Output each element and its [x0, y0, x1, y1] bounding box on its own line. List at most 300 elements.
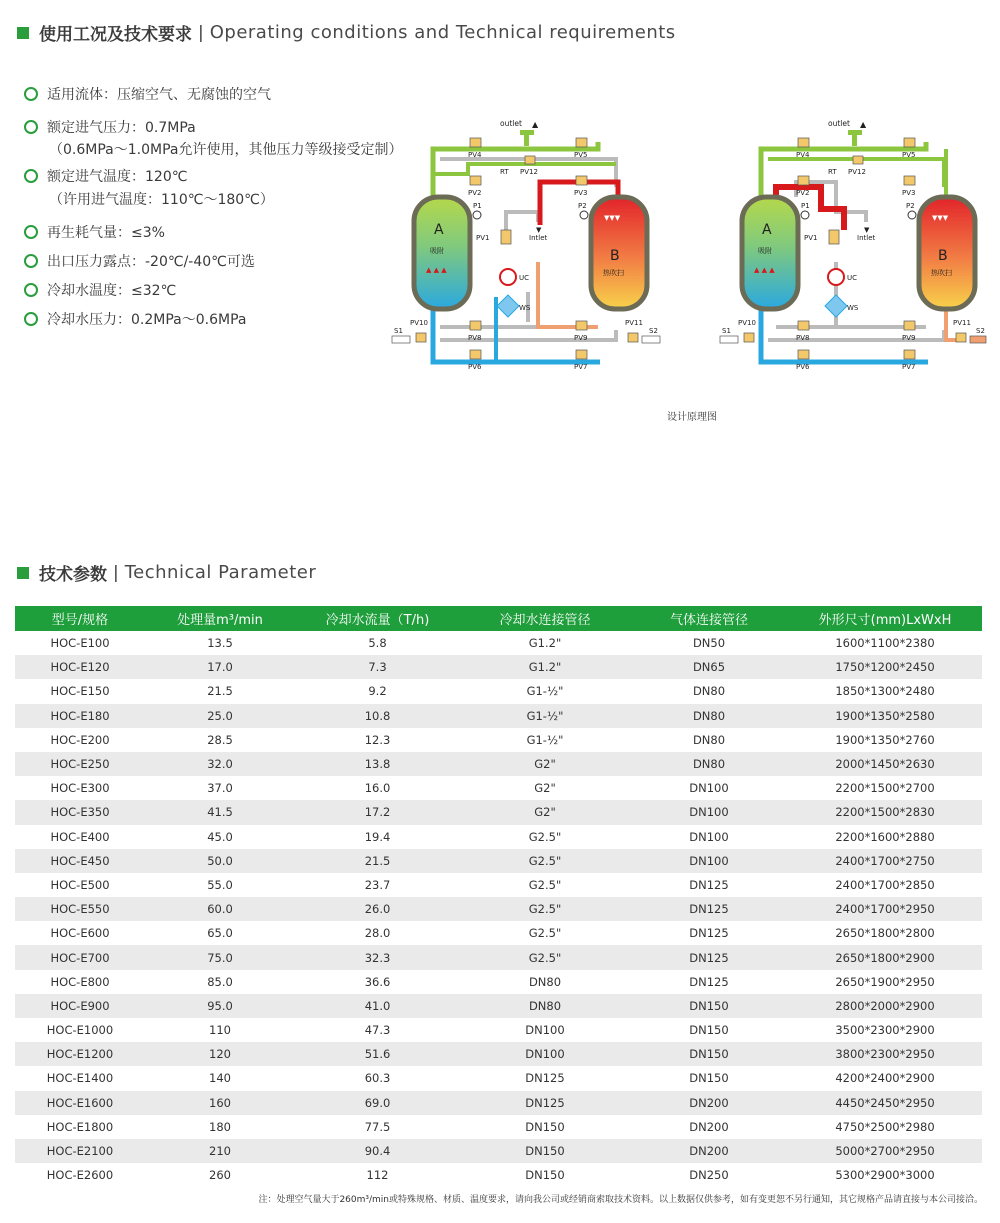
table-cell: 75.0: [145, 945, 295, 969]
table-cell: HOC-E500: [15, 873, 145, 897]
table-cell: DN250: [630, 1163, 788, 1187]
valve-pv7: [904, 350, 915, 359]
column-header: 处理量m³/min: [145, 606, 295, 631]
table-cell: DN200: [630, 1115, 788, 1139]
table-cell: 21.5: [295, 849, 460, 873]
valve-pv3: [576, 176, 587, 185]
table-cell: G2.5": [460, 873, 630, 897]
table-cell: 13.8: [295, 752, 460, 776]
table-cell: 5000*2700*2950: [788, 1139, 982, 1163]
table-cell: DN125: [630, 873, 788, 897]
table-cell: 140: [145, 1066, 295, 1090]
table-cell: DN125: [630, 897, 788, 921]
arrow-down-icon: ▼: [536, 226, 542, 234]
table-cell: DN150: [460, 1163, 630, 1187]
table-cell: 17.2: [295, 800, 460, 824]
table-cell: HOC-E1600: [15, 1091, 145, 1115]
table-row: [15, 1091, 982, 1115]
circle-bullet-icon: [24, 87, 38, 101]
valve-pv6: [470, 350, 481, 359]
pv8-label: PV8: [796, 334, 810, 342]
valve-pv4: [798, 138, 809, 147]
section-technical-parameter-heading: [17, 560, 316, 585]
table-cell: 85.0: [145, 970, 295, 994]
column-header: 型号/规格: [15, 606, 145, 631]
condition-subtext: （许用进气温度：110℃～180℃）: [49, 192, 274, 208]
valve-pv3: [904, 176, 915, 185]
s2-label: S2: [976, 327, 985, 335]
table-cell: HOC-E250: [15, 752, 145, 776]
table-cell: HOC-E1000: [15, 1018, 145, 1042]
table-row: [15, 994, 982, 1018]
table-row: [15, 655, 982, 679]
table-cell: G2.5": [460, 897, 630, 921]
table-cell: 4200*2400*2900: [788, 1066, 982, 1090]
table-row: [15, 752, 982, 776]
table-cell: 51.6: [295, 1042, 460, 1066]
pv3-label: PV3: [902, 189, 916, 197]
table-cell: 180: [145, 1115, 295, 1139]
arrow-down-icon: ▼▼▼: [604, 214, 621, 222]
table-cell: 1900*1350*2760: [788, 728, 982, 752]
section-operating-conditions-heading: [17, 20, 676, 45]
heading-cn: 使用工况及技术要求: [39, 25, 192, 45]
pv11-label: PV11: [953, 319, 971, 327]
table-cell: G1.2": [460, 655, 630, 679]
table-cell: DN100: [460, 1042, 630, 1066]
pv6-label: PV6: [796, 363, 810, 371]
table-cell: 210: [145, 1139, 295, 1163]
table-cell: DN65: [630, 655, 788, 679]
valve-pv4: [470, 138, 481, 147]
table-cell: 2400*1700*2950: [788, 897, 982, 921]
table-cell: DN150: [630, 1018, 788, 1042]
table-cell: 260: [145, 1163, 295, 1187]
table-row: [15, 800, 982, 824]
table-cell: DN100: [460, 1018, 630, 1042]
p2-label: P2: [906, 202, 915, 210]
table-cell: 50.0: [145, 849, 295, 873]
table-cell: DN100: [630, 825, 788, 849]
arrow-up-icon: ▲ ▲ ▲: [426, 266, 447, 274]
diagram-left: [392, 119, 660, 371]
tower-a-label: 吸附: [430, 247, 444, 255]
table-cell: 2200*1600*2880: [788, 825, 982, 849]
table-cell: DN125: [630, 945, 788, 969]
table-cell: 60.3: [295, 1066, 460, 1090]
table-row: [15, 1163, 982, 1187]
table-cell: 2000*1450*2630: [788, 752, 982, 776]
table-cell: HOC-E120: [15, 655, 145, 679]
table-cell: DN100: [630, 800, 788, 824]
table-cell: 3500*2300*2900: [788, 1018, 982, 1042]
valve-pv1: [829, 230, 839, 244]
cooler-uc-icon: [500, 269, 516, 285]
table-cell: G2.5": [460, 945, 630, 969]
condition-text: 冷却水温度：≤32℃: [47, 283, 177, 299]
table-cell: DN100: [630, 776, 788, 800]
table-row: [15, 921, 982, 945]
condition-item: [24, 280, 176, 300]
condition-item: [24, 117, 196, 137]
table-cell: DN50: [630, 631, 788, 655]
table-row: [15, 849, 982, 873]
table-cell: 69.0: [295, 1091, 460, 1115]
table-row: [15, 679, 982, 703]
s1-label: S1: [722, 327, 731, 335]
table-cell: 9.2: [295, 679, 460, 703]
valve-pv2: [470, 176, 481, 185]
heading-en: Technical Parameter: [124, 562, 317, 583]
inlet-label: Intlet: [529, 234, 548, 242]
table-cell: DN150: [460, 1115, 630, 1139]
table-cell: HOC-E450: [15, 849, 145, 873]
table-cell: 2650*1800*2900: [788, 945, 982, 969]
table-cell: 16.0: [295, 776, 460, 800]
valve-pv6: [798, 350, 809, 359]
table-cell: HOC-E800: [15, 970, 145, 994]
heading-cn: 技术参数: [39, 565, 107, 585]
uc-label: UC: [847, 274, 858, 282]
silencer-s2-icon: [642, 336, 660, 343]
table-cell: G2": [460, 776, 630, 800]
heading-en: Operating conditions and Technical requirements: [209, 22, 676, 43]
pv7-label: PV7: [574, 363, 588, 371]
table-cell: DN125: [460, 1066, 630, 1090]
condition-text: 额定进气温度：120℃: [47, 169, 188, 185]
pv12-label: PV12: [848, 168, 866, 176]
table-cell: 2650*1800*2800: [788, 921, 982, 945]
table-cell: DN150: [460, 1139, 630, 1163]
arrow-down-icon: ▼: [864, 226, 870, 234]
circle-bullet-icon: [24, 169, 38, 183]
table-cell: G2": [460, 752, 630, 776]
table-cell: 12.3: [295, 728, 460, 752]
p1-label: P1: [473, 202, 482, 210]
pv10-label: PV10: [410, 319, 428, 327]
pv10-label: PV10: [738, 319, 756, 327]
table-cell: HOC-E400: [15, 825, 145, 849]
table-cell: 37.0: [145, 776, 295, 800]
table-cell: 25.0: [145, 704, 295, 728]
dryer-process-diagram: [388, 112, 993, 377]
table-cell: 2400*1700*2850: [788, 873, 982, 897]
table-body: [15, 631, 982, 1187]
valve-pv10: [416, 333, 426, 342]
condition-text: 额定进气压力：0.7MPa: [47, 120, 196, 136]
table-cell: 28.0: [295, 921, 460, 945]
table-cell: 1750*1200*2450: [788, 655, 982, 679]
table-cell: 26.0: [295, 897, 460, 921]
table-row: [15, 825, 982, 849]
rt-label: RT: [828, 168, 837, 176]
table-cell: HOC-E300: [15, 776, 145, 800]
table-cell: 95.0: [145, 994, 295, 1018]
table-cell: DN125: [630, 921, 788, 945]
table-cell: HOC-E1800: [15, 1115, 145, 1139]
table-cell: G1.2": [460, 631, 630, 655]
table-cell: HOC-E200: [15, 728, 145, 752]
table-cell: DN150: [630, 1066, 788, 1090]
table-cell: G2.5": [460, 921, 630, 945]
table-row: [15, 873, 982, 897]
circle-bullet-icon: [24, 283, 38, 297]
valve-pv11: [956, 333, 966, 342]
table-cell: DN80: [630, 728, 788, 752]
table-cell: 4750*2500*2980: [788, 1115, 982, 1139]
condition-item: [24, 222, 165, 242]
circle-bullet-icon: [24, 120, 38, 134]
table-cell: 120: [145, 1042, 295, 1066]
arrow-up-icon: ▲: [860, 120, 867, 129]
table-cell: 55.0: [145, 873, 295, 897]
tower-b-label: 热吹扫: [603, 269, 624, 277]
silencer-s1-icon: [392, 336, 410, 343]
table-row: [15, 1139, 982, 1163]
pv4-label: PV4: [796, 151, 810, 159]
table-cell: G1-½": [460, 704, 630, 728]
table-cell: 32.3: [295, 945, 460, 969]
tower-b-label: 热吹扫: [931, 269, 952, 277]
table-cell: 47.3: [295, 1018, 460, 1042]
table-header-row: [15, 606, 982, 631]
column-header: 气体连接管径: [630, 606, 788, 631]
table-row: [15, 728, 982, 752]
ws-label: WS: [847, 304, 859, 312]
table-cell: 41.5: [145, 800, 295, 824]
valve-pv9: [576, 321, 587, 330]
valve-pv12: [853, 156, 863, 164]
table-cell: HOC-E2600: [15, 1163, 145, 1187]
outlet-label: outlet: [828, 119, 850, 128]
table-row: [15, 897, 982, 921]
s2-label: S2: [649, 327, 658, 335]
condition-item: [24, 84, 271, 104]
diagram-right: [720, 119, 986, 371]
table-cell: 2650*1900*2950: [788, 970, 982, 994]
water-separator-icon: [497, 295, 519, 317]
table-cell: HOC-E100: [15, 631, 145, 655]
table-row: [15, 1115, 982, 1139]
condition-text: 出口压力露点：-20℃/-40℃可选: [47, 254, 255, 270]
pv9-label: PV9: [574, 334, 588, 342]
table-cell: G2.5": [460, 825, 630, 849]
table-cell: DN80: [630, 752, 788, 776]
table-cell: 2200*1500*2700: [788, 776, 982, 800]
table-cell: G1-½": [460, 728, 630, 752]
table-cell: 65.0: [145, 921, 295, 945]
p1-label: P1: [801, 202, 810, 210]
condition-text: 再生耗气量：≤3%: [47, 225, 165, 241]
table-cell: DN150: [630, 1042, 788, 1066]
tower-a-letter: A: [762, 222, 772, 238]
pv8-label: PV8: [468, 334, 482, 342]
green-square-icon: [17, 27, 29, 39]
technical-parameter-table: [15, 606, 982, 1187]
pv6-label: PV6: [468, 363, 482, 371]
valve-pv8: [470, 321, 481, 330]
pressure-gauge-icon: [473, 211, 481, 219]
table-cell: 160: [145, 1091, 295, 1115]
inlet-label: Intlet: [857, 234, 876, 242]
table-cell: 110: [145, 1018, 295, 1042]
table-cell: DN80: [630, 679, 788, 703]
pv12-label: PV12: [520, 168, 538, 176]
table-cell: DN80: [460, 970, 630, 994]
condition-subtext: （0.6MPa～1.0MPa允许使用，其他压力等级接受定制）: [49, 142, 403, 158]
condition-text: 冷却水压力：0.2MPa～0.6MPa: [47, 312, 247, 328]
valve-pv9: [904, 321, 915, 330]
column-header: 外形尺寸(mm)LxWxH: [788, 606, 982, 631]
pv7-label: PV7: [902, 363, 916, 371]
table-cell: 41.0: [295, 994, 460, 1018]
table-cell: 13.5: [145, 631, 295, 655]
pv11-label: PV11: [625, 319, 643, 327]
table-cell: 2200*1500*2830: [788, 800, 982, 824]
table-cell: G2": [460, 800, 630, 824]
pressure-gauge-icon: [801, 211, 809, 219]
pv2-label: PV2: [468, 189, 482, 197]
table-cell: HOC-E1400: [15, 1066, 145, 1090]
table-cell: DN80: [630, 704, 788, 728]
table-cell: HOC-E550: [15, 897, 145, 921]
table-row: [15, 1018, 982, 1042]
table-cell: 1850*1300*2480: [788, 679, 982, 703]
valve-pv8: [798, 321, 809, 330]
table-cell: 3800*2300*2950: [788, 1042, 982, 1066]
table-footnote: 注：处理空气量大于260m³/min或特殊规格、材质、温度要求，请向我公司或经销商索取技术资料。以上数据仅供参考，如有变更恕不另行通知，其它规格产品请直接与本公司接洽。: [258, 1195, 983, 1205]
uc-label: UC: [519, 274, 530, 282]
silencer-s2-icon: [970, 336, 986, 343]
condition-item: [24, 309, 246, 329]
pv5-label: PV5: [574, 151, 588, 159]
table-cell: 60.0: [145, 897, 295, 921]
table-cell: 1600*1100*2380: [788, 631, 982, 655]
pv1-label: PV1: [804, 234, 818, 242]
s1-label: S1: [394, 327, 403, 335]
valve-pv1: [501, 230, 511, 244]
table-row: [15, 945, 982, 969]
tower-b-letter: B: [610, 248, 620, 264]
heading-separator: |: [198, 22, 204, 43]
silencer-s1-icon: [720, 336, 738, 343]
table-cell: 17.0: [145, 655, 295, 679]
pv5-label: PV5: [902, 151, 916, 159]
table-row: [15, 704, 982, 728]
pv4-label: PV4: [468, 151, 482, 159]
pv2-label: PV2: [796, 189, 810, 197]
table-cell: DN200: [630, 1091, 788, 1115]
cooler-uc-icon: [828, 269, 844, 285]
arrow-up-icon: ▲ ▲ ▲: [754, 266, 775, 274]
column-header: 冷却水流量（T/h): [295, 606, 460, 631]
arrow-up-icon: ▲: [532, 120, 539, 129]
water-separator-icon: [825, 295, 847, 317]
table-cell: DN150: [630, 994, 788, 1018]
table-cell: DN80: [460, 994, 630, 1018]
table-cell: 90.4: [295, 1139, 460, 1163]
table-cell: HOC-E150: [15, 679, 145, 703]
tower-a-label: 吸附: [758, 247, 772, 255]
valve-pv5: [904, 138, 915, 147]
table-cell: HOC-E900: [15, 994, 145, 1018]
condition-item: [24, 166, 187, 186]
valve-pv5: [576, 138, 587, 147]
table-row: [15, 1042, 982, 1066]
table-cell: DN125: [630, 970, 788, 994]
column-header: 冷却水连接管径: [460, 606, 630, 631]
circle-bullet-icon: [24, 225, 38, 239]
table-row: [15, 776, 982, 800]
table-row: [15, 1066, 982, 1090]
table-cell: 7.3: [295, 655, 460, 679]
table-cell: DN100: [630, 849, 788, 873]
table-cell: 36.6: [295, 970, 460, 994]
pressure-gauge-icon: [580, 211, 588, 219]
table-cell: 5.8: [295, 631, 460, 655]
table-cell: 1900*1350*2580: [788, 704, 982, 728]
table-cell: DN200: [630, 1139, 788, 1163]
condition-text: 适用流体：压缩空气、无腐蚀的空气: [47, 87, 271, 103]
table-cell: 23.7: [295, 873, 460, 897]
valve-pv11: [628, 333, 638, 342]
valve-pv2: [798, 176, 809, 185]
table-cell: 10.8: [295, 704, 460, 728]
circle-bullet-icon: [24, 254, 38, 268]
table-cell: HOC-E350: [15, 800, 145, 824]
rt-label: RT: [500, 168, 509, 176]
table-cell: 77.5: [295, 1115, 460, 1139]
green-square-icon: [17, 567, 29, 579]
table-cell: G1-½": [460, 679, 630, 703]
table-cell: HOC-E1200: [15, 1042, 145, 1066]
table-cell: 21.5: [145, 679, 295, 703]
valve-pv12: [525, 156, 535, 164]
table-cell: 112: [295, 1163, 460, 1187]
tower-b-letter: B: [938, 248, 948, 264]
valve-pv10: [744, 333, 754, 342]
circle-bullet-icon: [24, 312, 38, 326]
pv1-label: PV1: [476, 234, 490, 242]
table-row: [15, 631, 982, 655]
p2-label: P2: [578, 202, 587, 210]
diagram-caption: 设计原理图: [667, 412, 717, 423]
table-cell: 2800*2000*2900: [788, 994, 982, 1018]
table-cell: HOC-E180: [15, 704, 145, 728]
table-cell: 28.5: [145, 728, 295, 752]
table-cell: DN125: [460, 1091, 630, 1115]
pv9-label: PV9: [902, 334, 916, 342]
table-cell: HOC-E2100: [15, 1139, 145, 1163]
table-cell: 32.0: [145, 752, 295, 776]
arrow-down-icon: ▼▼▼: [932, 214, 949, 222]
heading-separator: |: [113, 562, 119, 583]
table-cell: HOC-E700: [15, 945, 145, 969]
valve-pv7: [576, 350, 587, 359]
table-cell: 45.0: [145, 825, 295, 849]
condition-item: [24, 251, 255, 271]
table-cell: 4450*2450*2950: [788, 1091, 982, 1115]
table-cell: G2.5": [460, 849, 630, 873]
table-cell: 19.4: [295, 825, 460, 849]
pressure-gauge-icon: [908, 211, 916, 219]
table-cell: 5300*2900*3000: [788, 1163, 982, 1187]
ws-label: WS: [519, 304, 531, 312]
tower-a-letter: A: [434, 222, 444, 238]
table-cell: 2400*1700*2750: [788, 849, 982, 873]
pv3-label: PV3: [574, 189, 588, 197]
outlet-label: outlet: [500, 119, 522, 128]
